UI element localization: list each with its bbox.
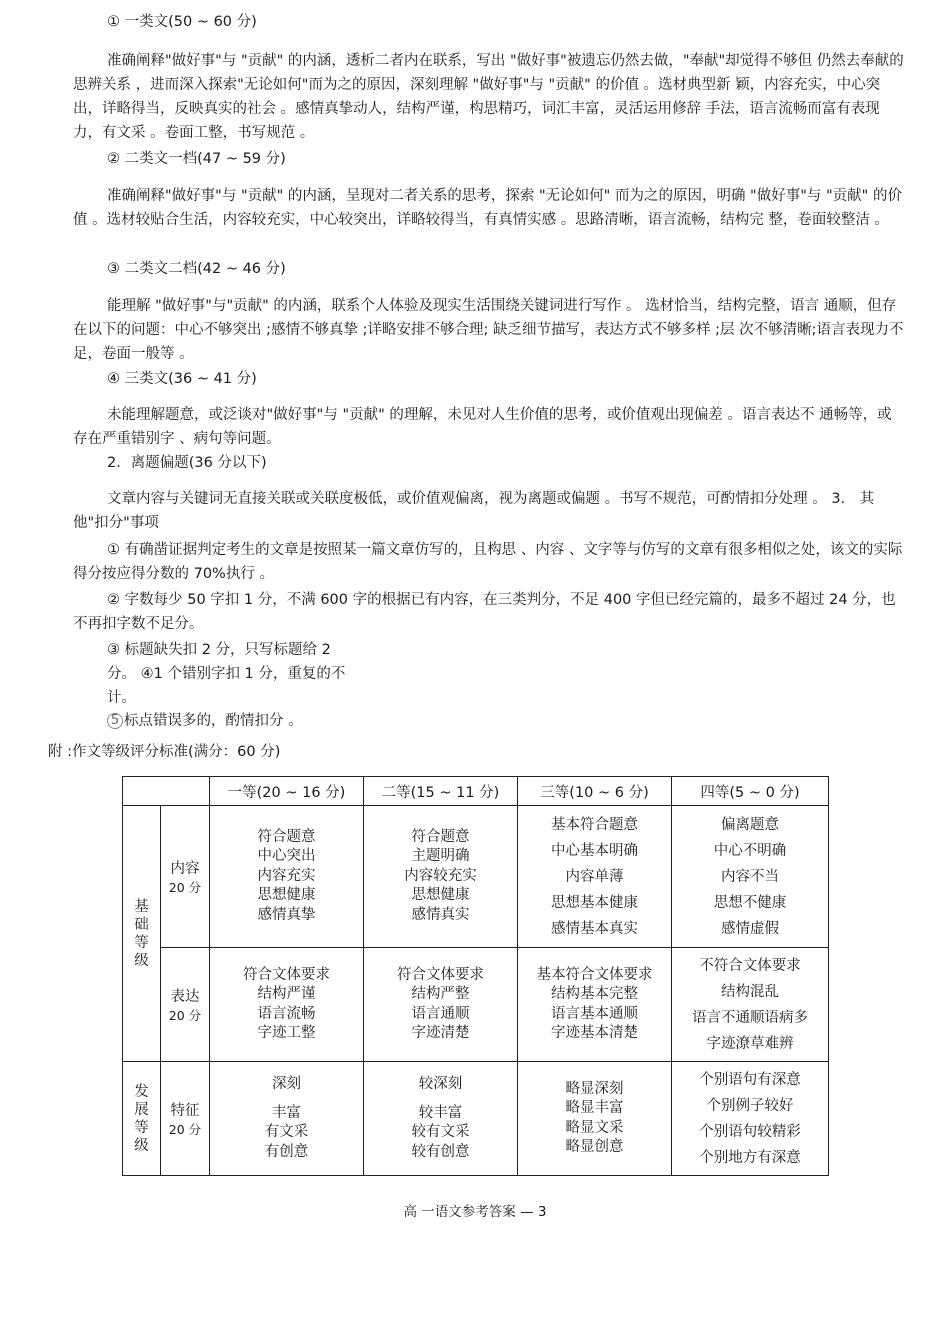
content-grade-3: 基本符合题意 中心基本明确 内容单薄 思想基本健康 感情基本真实: [518, 806, 672, 948]
off-topic-body: 文章内容与关键词无直接关联或关联度极低，或价值观偏离，视为离题或偏题 。书写不规范，可酌情扣分处理 。 3． 其他"扣分"事项: [73, 491, 875, 531]
header-grade-2: 二等(15 ~ 11 分): [364, 777, 518, 806]
header-grade-4: 四等(5 ~ 0 分): [672, 777, 829, 806]
content-grade-1: 符合题意 中心突出 内容充实 思想健康 感情真挚: [210, 806, 364, 948]
expression-grade-1: 符合文体要求 结构严谨 语言流畅 字迹工整: [210, 948, 364, 1062]
table-row-content: [123, 806, 829, 948]
feature-grade-4: 个别语句有深意 个别例子较好 个别语句较精彩 个别地方有深意: [672, 1062, 829, 1176]
deduction-punctuation: [107, 710, 303, 732]
deduction-imitation: ① 有确凿证据判定考生的文章是按照某一篇文章仿写的，且构思 、内容 、文字等与仿写的文章有很多相似之处，该文的实际得分按应得分数的 70%执行 。: [73, 542, 903, 582]
content-grade-4: 偏离题意 中心不明确 内容不当 思想不健康 感情虚假: [672, 806, 829, 948]
class2-tier1-body: 准确阐释"做好事"与 "贡献" 的内涵，呈现对二者关系的思考，探索 "无论如何" 而为之的原因，明确 "做好事"与 "贡献" 的价值 。选材较贴合生活，内容较充实，中心较突出，详略较得当，有真情实感 。思路清晰，语言流畅，结构完 整，卷面较整洁 。: [73, 188, 902, 228]
development-level-label: 发 展 等 级: [123, 1062, 161, 1176]
expression-label: 表达 20 分: [161, 948, 210, 1062]
page-footer: 高 一语文参考答案 — 3: [403, 1204, 547, 1220]
off-topic-title: 2．离题偏题(36 分以下): [107, 455, 267, 471]
expression-grade-4: 不符合文体要求 结构混乱 语言不通顺语病多 字迹潦草难辨: [672, 948, 829, 1062]
expression-grade-3: 基本符合文体要求 结构基本完整 语言基本通顺 字迹基本清楚: [518, 948, 672, 1062]
grading-standard-table: [122, 776, 829, 1176]
feature-label: 特征 20 分: [161, 1062, 210, 1176]
header-corner-cell: [123, 777, 210, 806]
appendix-title: 附 :作文等级评分标准(满分：60 分): [48, 744, 281, 760]
content-grade-2: 符合题意 主题明确 内容较充实 思想健康 感情真实: [364, 806, 518, 948]
class3-title: ④ 三类文(36 ~ 41 分): [107, 371, 257, 387]
class2-tier2-body: 能理解 "做好事"与"贡献" 的内涵，联系个人体验及现实生活围绕关键词进行写作 。 选材恰当，结构完整，语言 通顺，但存在以下的问题：中心不够突出 ;感情不够真挚 ;详略安排不够合理; 缺乏细节描写，表达方式不够多样 ;层 次不够清晰;语言表现力不足，卷面一般等 。: [73, 298, 904, 362]
deduction-typo: 分。 ④1 个错别字扣 1 分，重复的不: [107, 666, 346, 682]
class1-title: ① 一类文(50 ~ 60 分): [107, 14, 257, 30]
circled-five-mark: 5: [107, 713, 123, 729]
expression-grade-2: 符合文体要求 结构严整 语言通顺 字迹清楚: [364, 948, 518, 1062]
header-grade-3: 三等(10 ~ 6 分): [518, 777, 672, 806]
deduction-typo-cont: 计。: [107, 690, 136, 706]
deduction-title-missing: ③ 标题缺失扣 2 分，只写标题给 2: [107, 642, 331, 658]
class3-body: 未能理解题意，或泛谈对"做好事"与 "贡献" 的理解，未见对人生价值的思考，或价值观出现偏差 。语言表达不 通畅等，或存在严重错别字 、病句等问题。: [73, 407, 892, 447]
class2-tier1-title: ② 二类文一档(47 ~ 59 分): [107, 151, 286, 167]
deduction-punctuation-text: 标点错误多的，酌情扣分 。: [124, 713, 303, 729]
feature-grade-1: 深刻 丰富 有文采 有创意: [210, 1062, 364, 1176]
table-row-feature: [123, 1062, 829, 1176]
content-label: 内容 20 分: [161, 806, 210, 948]
class1-body: 准确阐释"做好事"与 "贡献" 的内涵，透析二者内在联系，写出 "做好事"被遗忘仍然去做，"奉献"却觉得不够但 仍然去奉献的思辨关系 ，进而深入探索"无论如何"而为之的原因，深刻理解 "做好事"与 "贡献" 的价值 。选材典型新 颖，内容充实，中心突出，详略得当，反映真实的社会 。感情真挚动人，结构严谨，构思精巧，词汇丰富，灵活运用修辞 手法，语言流畅而富有表现力，有文采 。卷面工整，书写规范 。: [73, 53, 904, 141]
table-row-expression: [123, 948, 829, 1062]
feature-grade-3: 略显深刻 略显丰富 略显文采 略显创意: [518, 1062, 672, 1176]
table-header-row: [123, 777, 829, 806]
deduction-word-count: ② 字数每少 50 字扣 1 分，不满 600 字的根据已有内容，在三类判分，不足 400 字但已经完篇的，最多不超过 24 分，也不再扣字数不足分。: [73, 592, 896, 632]
header-grade-1: 一等(20 ~ 16 分): [210, 777, 364, 806]
feature-grade-2: 较深刻 较丰富 较有文采 较有创意: [364, 1062, 518, 1176]
basic-level-label: 基 础 等 级: [123, 806, 161, 1062]
class2-tier2-title: ③ 二类文二档(42 ~ 46 分): [107, 261, 286, 277]
